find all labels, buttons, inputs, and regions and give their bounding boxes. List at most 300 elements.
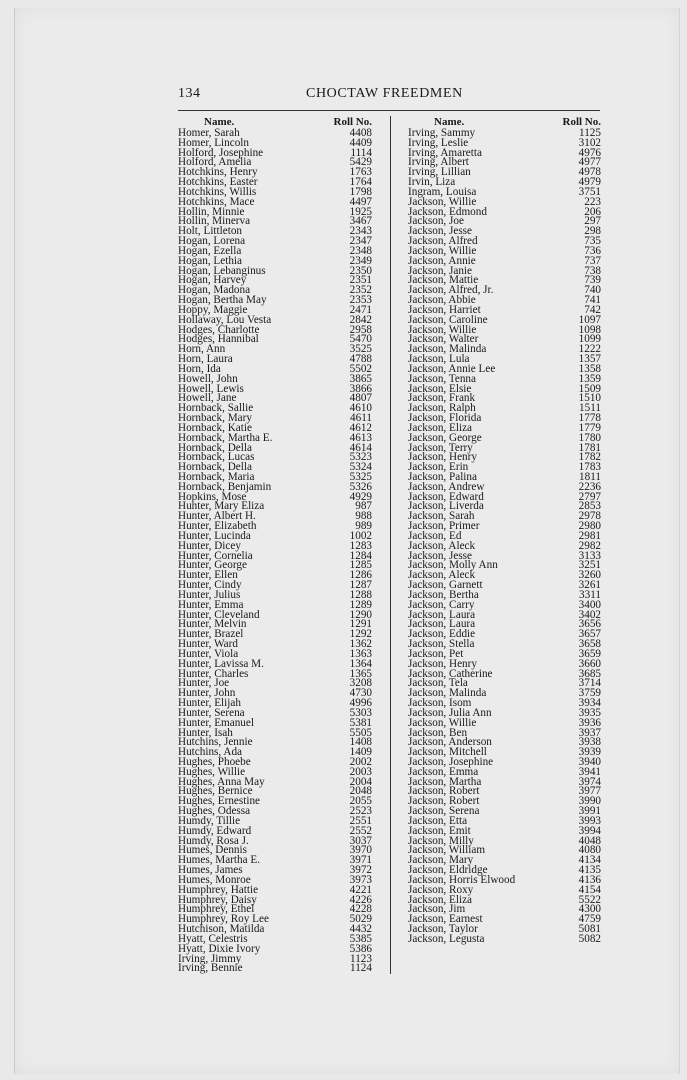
entry-name: Humes, Dennis [178, 844, 247, 857]
entry-roll-number: 1292 [349, 628, 372, 641]
entry-name: Jackson, Edmond [408, 205, 487, 218]
entry-name: Jackson, Tela [408, 677, 468, 690]
entry-roll-number: 2055 [349, 795, 372, 808]
entry-name: Hughes, Phoebe [178, 756, 251, 768]
entry-roll-number: 1764 [349, 176, 372, 189]
entry-name: Humes, Monroe [178, 873, 251, 886]
entry-name: Jackson, Annie Lee [408, 362, 496, 375]
entry-name: Hunter, Julius [178, 588, 241, 601]
entry-roll-number: 2523 [349, 805, 372, 818]
entry-name: Jackson, Florida [408, 412, 482, 425]
entry-name: Jackson, William [408, 844, 486, 857]
entry-roll-number: 735 [584, 235, 601, 248]
entry-roll-number: 1780 [578, 431, 601, 444]
entry-name: Hornback, Della [178, 461, 252, 474]
entry-roll-number: 1408 [349, 736, 372, 749]
entry-name: Hogan, Ezella [178, 244, 242, 257]
entry-name: Hunter, George [178, 559, 247, 572]
entry-roll-number: 1098 [578, 323, 601, 336]
entry-roll-number: 2797 [578, 490, 601, 503]
entry-name: Hunter, Cindy [178, 579, 242, 592]
entry-roll-number: 3939 [578, 746, 601, 759]
entry-roll-number: 223 [584, 195, 601, 208]
entry-name: Jackson, Janie [408, 264, 473, 277]
entry-name: Hunter, Emanuel [178, 716, 254, 729]
entry-name: Jackson, Mary [408, 854, 474, 867]
entry-roll-number: 4154 [578, 883, 601, 896]
entry-name: Hunter, Cleveland [178, 608, 260, 621]
entry-name: Humphrey, Hattie [178, 883, 259, 896]
entry-roll-number: 2352 [349, 284, 372, 297]
entry-roll-number: 3991 [578, 805, 601, 818]
entry-name: Hutchins, Ada [178, 746, 243, 759]
entry-roll-number: 4929 [349, 490, 372, 503]
entry-roll-number: 2236 [578, 480, 601, 493]
entry-name: Hughes, Bernice [178, 785, 253, 798]
entry-name: Horn, Ida [178, 362, 221, 375]
entry-name: Jackson, Andrew [408, 480, 485, 493]
entry-name: Humes, Martha E. [178, 854, 261, 867]
entry-roll-number: 736 [584, 244, 601, 257]
entry-name: Jackson, Carry [408, 598, 475, 611]
entry-name: Jackson, Erin [408, 461, 469, 474]
entry-name: Jackson, Stella [408, 638, 475, 651]
entry-roll-number: 4788 [349, 353, 372, 366]
entry-name: Jackson, Joe [408, 215, 464, 228]
entry-name: Jackson, Frank [408, 392, 476, 405]
entry-roll-number: 3525 [349, 343, 372, 356]
entry-roll-number: 989 [355, 520, 372, 533]
entry-name: Hutchins, Jennie [178, 736, 253, 749]
entry-name: Humdy, Tillie [178, 814, 241, 827]
roll-entry [178, 964, 372, 974]
entry-name: Jackson, Eliza [408, 421, 472, 434]
entry-name: Hornback, Della [178, 441, 252, 454]
entry-roll-number: 1778 [578, 412, 601, 425]
entry-name: Jackson, Lula [408, 353, 470, 366]
right-column [408, 116, 601, 945]
entry-name: Jackson, Liverda [408, 500, 484, 513]
entry-roll-number: 1363 [349, 647, 372, 660]
entry-roll-number: 3251 [578, 559, 601, 572]
entry-roll-number: 1284 [349, 549, 372, 562]
entry-roll-number: 1288 [349, 588, 372, 601]
entry-roll-number: 5502 [349, 362, 372, 375]
entry-roll-number: 737 [584, 254, 601, 267]
entry-roll-number: 2351 [349, 274, 372, 287]
entry-name: Jackson, Garnett [408, 579, 483, 592]
entry-name: Jackson, Roxy [408, 883, 474, 896]
entry-name: Irving, Sammy [408, 127, 476, 139]
entry-name: Howell, Jane [178, 392, 237, 405]
entry-roll-number: 206 [584, 205, 601, 218]
entry-roll-number: 1781 [578, 441, 601, 454]
entry-roll-number: 1125 [579, 127, 601, 139]
entry-name: Jackson, Jesse [408, 549, 473, 562]
entry-roll-number: 1290 [349, 608, 372, 621]
entry-name: Homer, Sarah [178, 127, 240, 139]
entry-name: Hunter, Brazel [178, 628, 244, 641]
entry-name: Hogan, Lebanginus [178, 264, 266, 277]
entry-roll-number: 5029 [349, 913, 372, 926]
entry-name: Hunter, Elijah [178, 697, 241, 710]
entry-name: Jackson, Eddie [408, 628, 476, 641]
column-divider [390, 116, 391, 974]
entry-name: Hunter, Lavissa M. [178, 657, 264, 670]
entry-name: Jackson, Terry [408, 441, 473, 454]
entry-roll-number: 5385 [349, 932, 372, 945]
entry-roll-number: 1365 [349, 667, 372, 680]
entry-name: Hornback, Sallie [178, 402, 254, 415]
entry-roll-number: 5429 [349, 156, 372, 169]
entry-name: Jackson, Isom [408, 697, 472, 710]
entry-roll-number: 3311 [579, 588, 601, 601]
entry-roll-number: 4221 [349, 883, 372, 896]
entry-roll-number: 3866 [349, 382, 372, 395]
entry-roll-number: 5324 [349, 461, 372, 474]
entry-name: Howell, John [178, 372, 238, 385]
entry-roll-number: 4996 [349, 697, 372, 710]
entry-roll-number: 1285 [349, 559, 372, 572]
entry-roll-number: 4807 [349, 392, 372, 405]
entry-name: Jackson, Ed [408, 529, 462, 542]
entry-name: Irving, Leslie [408, 136, 469, 149]
entry-name: Jackson, Henry [408, 657, 477, 670]
entry-roll-number: 2348 [349, 244, 372, 257]
entry-name: Hunter, Serena [178, 706, 245, 719]
entry-name: Jackson, Laura [408, 608, 476, 621]
entry-roll-number: 1763 [349, 166, 372, 179]
entry-roll-number: 298 [584, 225, 601, 238]
entry-roll-number: 5303 [349, 706, 372, 719]
entry-roll-number: 2048 [349, 785, 372, 798]
entry-roll-number: 2978 [578, 510, 601, 523]
left-column [178, 116, 372, 975]
entry-roll-number: 5522 [578, 893, 601, 906]
entry-name: Jackson, Willie [408, 716, 477, 729]
entry-roll-number: 5081 [578, 923, 601, 936]
entry-roll-number: 4135 [578, 864, 601, 877]
entry-roll-number: 2552 [349, 824, 372, 837]
entry-roll-number: 1783 [578, 461, 601, 474]
entry-roll-number: 1123 [350, 952, 372, 965]
entry-name: Irving, Lillian [408, 166, 471, 179]
entry-name: Jackson, Abbie [408, 294, 476, 307]
entry-name: Hunter, Isah [178, 726, 233, 739]
entry-name: Jackson, Ben [408, 726, 468, 739]
entry-roll-number: 5386 [349, 942, 372, 955]
entry-roll-number: 3751 [578, 185, 601, 198]
entry-roll-number: 1289 [349, 598, 372, 611]
entry-roll-number: 739 [584, 274, 601, 287]
entry-roll-number: 4759 [578, 913, 601, 926]
entry-name: Humdy, Edward [178, 824, 252, 837]
entry-roll-number: 3402 [578, 608, 601, 621]
entry-name: Hodges, Hannibal [178, 333, 259, 346]
entry-roll-number: 1364 [349, 657, 372, 670]
entry-name: Hunter, Viola [178, 647, 239, 660]
entry-name: Holt, Littleton [178, 225, 243, 238]
entry-name: Jackson, Mattie [408, 274, 479, 287]
entry-roll-number: 3660 [578, 657, 601, 670]
entry-roll-number: 4976 [578, 146, 601, 159]
entry-name: Hornback, Benjamin [178, 480, 272, 493]
entry-name: Hunter, Emma [178, 598, 244, 611]
entry-roll-number: 3973 [349, 873, 372, 886]
entry-roll-number: 987 [355, 500, 372, 513]
entry-roll-number: 4228 [349, 903, 372, 916]
entry-name: Humdy, Rosa J. [178, 834, 249, 847]
entry-roll-number: 2853 [578, 500, 601, 513]
entry-roll-number: 2471 [349, 303, 372, 316]
entry-roll-number: 2958 [349, 323, 372, 336]
entry-name: Hughes, Anna May [178, 775, 265, 788]
entry-name: Jackson, Laura [408, 618, 476, 631]
entry-name: Hogan, Lorena [178, 235, 246, 248]
entry-name: Jackson, Julia Ann [408, 706, 492, 719]
entry-roll-number: 1287 [349, 579, 372, 592]
entry-name: Jackson, Mitchell [408, 746, 487, 759]
entry-roll-number: 3656 [578, 618, 601, 631]
entry-name: Hunter, Ellen [178, 569, 238, 582]
entry-name: Jackson, Primer [408, 520, 480, 533]
entry-roll-number: 3260 [578, 569, 601, 582]
entry-name: Jackson, Willie [408, 244, 477, 257]
entry-roll-number: 4614 [349, 441, 372, 454]
entry-roll-number: 2353 [349, 294, 372, 307]
entry-roll-number: 1291 [349, 618, 372, 631]
entry-name: Jackson, Aleck [408, 569, 476, 582]
entry-roll-number: 4978 [578, 166, 601, 179]
entry-roll-number: 3657 [578, 628, 601, 641]
entry-name: Hornback, Lucas [178, 451, 255, 464]
entry-name: Hollin, Minnie [178, 205, 245, 218]
entry-roll-number: 3937 [578, 726, 601, 739]
entry-name: Jackson, Pet [408, 647, 464, 660]
entry-roll-number: 1510 [578, 392, 601, 405]
entry-name: Hunter, Joe [178, 677, 230, 690]
entry-roll-number: 4409 [349, 136, 372, 149]
entry-name: Hunter, Dicey [178, 539, 241, 552]
entry-name: Humphrey, Roy Lee [178, 913, 269, 926]
entry-roll-number: 738 [584, 264, 601, 277]
entry-roll-number: 4613 [349, 431, 372, 444]
entry-name: Hogan, Lethia [178, 254, 242, 267]
entry-roll-number: 988 [355, 510, 372, 523]
entry-roll-number: 4300 [578, 903, 601, 916]
entry-roll-number: 3941 [578, 765, 601, 778]
entry-roll-number: 3102 [578, 136, 601, 149]
entry-roll-number: 3685 [578, 667, 601, 680]
entry-name: Jackson, Edward [408, 490, 484, 503]
entry-name: Horn, Ann [178, 343, 226, 356]
entry-name: Jackson, Robert [408, 795, 480, 808]
entry-name: Jackson, Josephine [408, 756, 494, 768]
entry-roll-number: 3974 [578, 775, 601, 788]
entry-roll-number: 3934 [578, 697, 601, 710]
entry-name: Jackson, Emma [408, 765, 479, 778]
entry-roll-number: 2004 [349, 775, 372, 788]
entry-roll-number: 1114 [350, 146, 372, 159]
entry-roll-number: 3990 [578, 795, 601, 808]
entry-name: Irving, Albert [408, 156, 469, 169]
entry-name: Hotchkins, Henry [178, 166, 258, 179]
entry-name: Humphrey, Ethel [178, 903, 255, 916]
name-column-header: Name. [204, 116, 235, 128]
entry-name: Hunter, Cornelia [178, 549, 253, 562]
entry-roll-number: 3400 [578, 598, 601, 611]
entry-name: Holford, Amelia [178, 156, 252, 169]
entry-name: Jackson, Molly Ann [408, 559, 498, 572]
entry-roll-number: 4979 [578, 176, 601, 189]
entry-name: Hyatt, Celestris [178, 932, 248, 945]
entry-name: Irving, Bennie [178, 962, 243, 975]
entry-roll-number: 3133 [578, 549, 601, 562]
entry-name: Jackson, Emit [408, 824, 471, 837]
entry-name: Jackson, Willie [408, 195, 477, 208]
entry-roll-number: 741 [584, 294, 601, 307]
entry-name: Irving, Jimmy [178, 952, 242, 965]
roll-column-header: Roll No. [562, 116, 601, 128]
entry-roll-number: 2347 [349, 235, 372, 248]
entry-roll-number: 3467 [349, 215, 372, 228]
left-roll-list [178, 129, 372, 974]
entry-roll-number: 5505 [349, 726, 372, 739]
entry-name: Horn, Laura [178, 353, 233, 366]
entry-roll-number: 3759 [578, 687, 601, 700]
entry-roll-number: 2981 [578, 529, 601, 542]
entry-roll-number: 1124 [350, 962, 372, 975]
entry-name: Hopkins, Mose [178, 490, 247, 503]
entry-roll-number: 4048 [578, 834, 601, 847]
entry-roll-number: 4612 [349, 421, 372, 434]
entry-roll-number: 5470 [349, 333, 372, 346]
entry-name: Hollaway, Lou Vesta [178, 313, 272, 326]
entry-name: Jackson, Eliza [408, 893, 472, 906]
entry-name: Jackson, Willie [408, 323, 477, 336]
entry-roll-number: 2551 [349, 814, 372, 827]
entry-name: Jackson, Martha [408, 775, 482, 788]
entry-name: Jackson, Aleck [408, 539, 476, 552]
entry-roll-number: 3977 [578, 785, 601, 798]
entry-name: Howell, Lewis [178, 382, 244, 395]
entry-roll-number: 3037 [349, 834, 372, 847]
entry-roll-number: 3993 [578, 814, 601, 827]
entry-name: Jackson, Eldridge [408, 864, 488, 877]
entry-name: Hughes, Ernestine [178, 795, 261, 808]
entry-name: Jackson, Jim [408, 903, 466, 916]
entry-roll-number: 3940 [578, 756, 601, 768]
entry-roll-number: 1283 [349, 539, 372, 552]
entry-name: Jackson, Horris Elwood [408, 873, 516, 886]
entry-roll-number: 2982 [578, 539, 601, 552]
entry-name: Hodges, Charlotte [178, 323, 260, 336]
entry-roll-number: 5381 [349, 716, 372, 729]
entry-name: Jackson, Ralph [408, 402, 476, 415]
entry-name: Jackson, George [408, 431, 482, 444]
entry-name: Jackson, Sarah [408, 510, 475, 523]
entry-name: Jackson, Palina [408, 470, 477, 483]
entry-roll-number: 1359 [578, 372, 601, 385]
entry-roll-number: 1779 [578, 421, 601, 434]
entry-name: Hunter, Elizabeth [178, 520, 257, 533]
entry-roll-number: 1222 [578, 343, 601, 356]
entry-name: Hornback, Katie [178, 421, 252, 434]
entry-roll-number: 2343 [349, 225, 372, 238]
entry-name: Hunter, Lucinda [178, 529, 251, 542]
entry-name: Jackson, Catherine [408, 667, 493, 680]
header-rule [178, 110, 600, 111]
entry-roll-number: 3971 [349, 854, 372, 867]
entry-roll-number: 4610 [349, 402, 372, 415]
entry-roll-number: 1362 [349, 638, 372, 651]
entry-name: Hunter, Ward [178, 638, 238, 651]
entry-roll-number: 1286 [349, 569, 372, 582]
entry-roll-number: 1358 [578, 362, 601, 375]
entry-roll-number: 4226 [349, 893, 372, 906]
entry-name: Holford, Josephine [178, 146, 264, 159]
entry-roll-number: 3208 [349, 677, 372, 690]
entry-roll-number: 1811 [579, 470, 601, 483]
entry-name: Hoppy, Maggie [178, 303, 248, 316]
entry-name: Hughes, Willie [178, 765, 246, 778]
entry-name: Hunter, John [178, 687, 236, 700]
entry-roll-number: 4432 [349, 923, 372, 936]
entry-name: Humes, James [178, 864, 243, 877]
entry-roll-number: 4134 [578, 854, 601, 867]
entry-name: Hornback, Mary [178, 412, 252, 425]
entry-name: Jackson, Serena [408, 805, 480, 818]
entry-roll-number: 4497 [349, 195, 372, 208]
entry-name: Hornback, Maria [178, 470, 255, 483]
entry-name: Jackson, Malinda [408, 687, 487, 700]
entry-roll-number: 3970 [349, 844, 372, 857]
entry-name: Hotchkins, Mace [178, 195, 255, 208]
entry-name: Jackson, Alfred, Jr. [408, 284, 494, 297]
entry-name: Jackson, Milly [408, 834, 474, 847]
entry-roll-number: 2842 [349, 313, 372, 326]
right-roll-list [408, 129, 601, 945]
entry-roll-number: 2980 [578, 520, 601, 533]
entry-name: Hyatt, Dixie Ivory [178, 942, 261, 955]
entry-roll-number: 742 [584, 303, 601, 316]
entry-name: Hutchison, Matilda [178, 923, 265, 936]
entry-roll-number: 5323 [349, 451, 372, 464]
entry-name: Jackson, Bertha [408, 588, 479, 601]
entry-name: Jackson, Etta [408, 814, 468, 827]
entry-roll-number: 3938 [578, 736, 601, 749]
entry-name: Jackson, Earnest [408, 913, 483, 926]
entry-roll-number: 1798 [349, 185, 372, 198]
entry-roll-number: 3994 [578, 824, 601, 837]
entry-roll-number: 1357 [578, 353, 601, 366]
entry-name: Jackson, Walter [408, 333, 479, 346]
entry-roll-number: 3935 [578, 706, 601, 719]
entry-name: Jackson, Malinda [408, 343, 487, 356]
entry-name: Hunter, Mary Eliza [178, 500, 265, 513]
entry-name: Irvin, Liza [408, 176, 456, 189]
page-header [178, 86, 598, 106]
entry-name: Jackson, Legusta [408, 932, 485, 945]
page-number: 134 [178, 86, 201, 101]
entry-name: Jackson, Henry [408, 451, 477, 464]
entry-roll-number: 5325 [349, 470, 372, 483]
entry-name: Jackson, Anderson [408, 736, 492, 749]
entry-name: Homer, Lincoln [178, 136, 250, 149]
entry-roll-number: 3865 [349, 372, 372, 385]
entry-name: Hotchkins, Willis [178, 185, 257, 198]
entry-roll-number: 5326 [349, 480, 372, 493]
